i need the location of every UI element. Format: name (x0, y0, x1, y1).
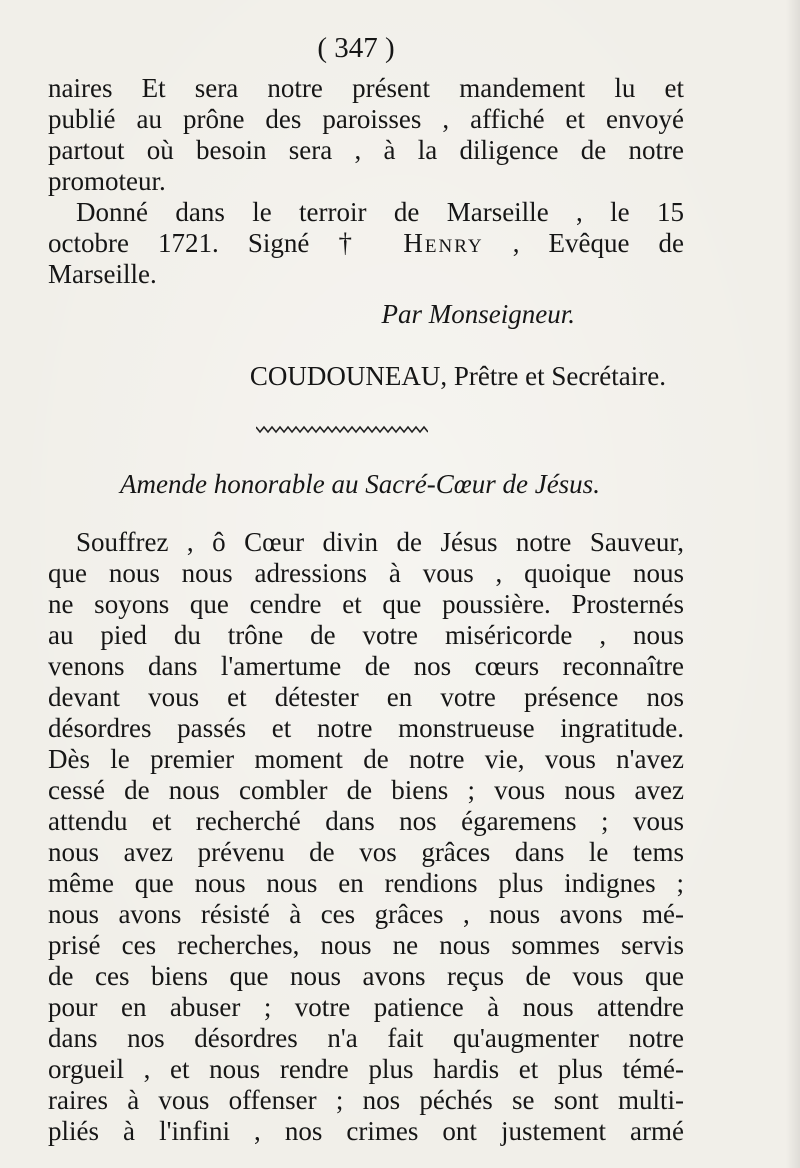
text-line: naires Et sera notre présent mandement lu et (48, 73, 684, 103)
secretary-title: , Prêtre et Secrétaire. (440, 361, 666, 391)
text-line: pliés à l'infini , nos crimes ont justement armé (48, 1116, 684, 1146)
text-line: cessé de nous combler de biens ; vous nous avez (48, 775, 684, 805)
signatory-title: , Evêque de (512, 228, 685, 258)
text-line: de ces biens que nous avons reçus de vous que (48, 961, 684, 991)
cross-symbol: † (338, 228, 375, 258)
ornamental-divider (256, 424, 428, 434)
text-line: que nous nous adressions à vous , quoique nous (48, 558, 684, 588)
text-line: partout où besoin sera , à la diligence de notre (48, 135, 684, 165)
date-text: octobre 1721. Signé (48, 228, 310, 258)
text-line: raires à vous offenser ; nos péchés se sont multi- (48, 1085, 684, 1115)
text-line: nous avons résisté à ces grâces , nous avons mé- (48, 899, 684, 929)
text-line: pour en abuser ; votre patience à nous attendre (48, 992, 684, 1022)
section-heading: Amende honorable au Sacré-Cœur de Jésus. (120, 469, 600, 499)
page-number: ( 347 ) (317, 32, 395, 64)
text-line: Souffrez , ô Cœur divin de Jésus notre Sauveur, (76, 527, 684, 557)
text-line: prisé ces recherches, nous ne nous sommes servis (48, 930, 684, 960)
by-line: Par Monseigneur. (381, 299, 575, 329)
text-line: dans nos désordres n'a fait qu'augmenter notre (48, 1023, 684, 1053)
text-line: devant vous et détester en votre présence nos (48, 682, 684, 712)
text-line: Donné dans le terroir de Marseille , le 15 (76, 197, 684, 227)
text-line: ne soyons que cendre et que poussière. Prosternés (48, 589, 684, 619)
signatory-name: Henry (403, 228, 484, 258)
page-edge-shadow (786, 0, 800, 1168)
text-line: désordres passés et notre monstrueuse ingratitude. (48, 713, 684, 743)
text-line: publié au prône des paroisses , affiché et envoyé (48, 104, 684, 134)
text-line: Marseille. (48, 259, 157, 289)
text-line: orgueil , et nous rendre plus hardis et plus témé- (48, 1054, 684, 1084)
signature-line (48, 227, 684, 259)
secretary-name: COUDOUNEAU (249, 361, 441, 391)
text-line: venons dans l'amertume de nos cœurs reconnaître (48, 651, 684, 681)
text-line: attendu et recherché dans nos égaremens ; vous (48, 806, 684, 836)
secretary-line (0, 360, 666, 392)
text-line: nous avez prévenu de vos grâces dans le tems (48, 837, 684, 867)
text-line: promoteur. (48, 166, 166, 196)
text-line: même que nous nous en rendions plus indignes ; (48, 868, 684, 898)
text-line: Dès le premier moment de notre vie, vous n'avez (48, 744, 684, 774)
text-line: au pied du trône de votre miséricorde , nous (48, 620, 684, 650)
